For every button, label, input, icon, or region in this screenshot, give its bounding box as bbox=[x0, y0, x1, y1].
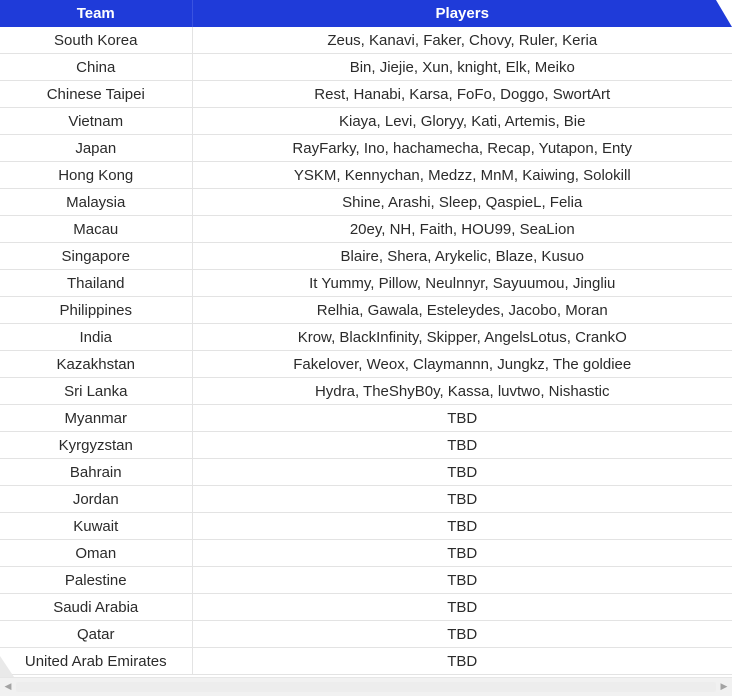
players-cell: It Yummy, Pillow, Neulnnyr, Sayuumou, Jingliu bbox=[192, 270, 732, 297]
header-corner-notch bbox=[716, 0, 732, 27]
players-cell: TBD bbox=[192, 540, 732, 567]
players-cell: Hydra, TheShyB0y, Kassa, luvtwo, Nishastic bbox=[192, 378, 732, 405]
team-cell: Qatar bbox=[0, 621, 192, 648]
table-row bbox=[0, 378, 732, 405]
table-row bbox=[0, 594, 732, 621]
players-cell: Relhia, Gawala, Esteleydes, Jacobo, Moran bbox=[192, 297, 732, 324]
page-corner-fold bbox=[0, 656, 14, 677]
players-cell: TBD bbox=[192, 486, 732, 513]
table-row bbox=[0, 513, 732, 540]
players-cell: Fakelover, Weox, Claymannn, Jungkz, The goldiee bbox=[192, 351, 732, 378]
table-row bbox=[0, 27, 732, 54]
team-cell: Bahrain bbox=[0, 459, 192, 486]
table-row bbox=[0, 297, 732, 324]
scrollbar-thumb[interactable] bbox=[16, 682, 716, 692]
players-cell: TBD bbox=[192, 513, 732, 540]
players-cell: Shine, Arashi, Sleep, QaspieL, Felia bbox=[192, 189, 732, 216]
players-cell: Bin, Jiejie, Xun, knight, Elk, Meiko bbox=[192, 54, 732, 81]
chevron-left-icon[interactable]: ◀ bbox=[4, 682, 12, 692]
players-cell: Zeus, Kanavi, Faker, Chovy, Ruler, Keria bbox=[192, 27, 732, 54]
team-cell: Kyrgyzstan bbox=[0, 432, 192, 459]
players-cell: TBD bbox=[192, 594, 732, 621]
team-cell: Kazakhstan bbox=[0, 351, 192, 378]
team-cell: Chinese Taipei bbox=[0, 81, 192, 108]
players-cell: RayFarky, Ino, hachamecha, Recap, Yutapon, Enty bbox=[192, 135, 732, 162]
table-row bbox=[0, 486, 732, 513]
table-row bbox=[0, 459, 732, 486]
players-cell: Blaire, Shera, Arykelic, Blaze, Kusuo bbox=[192, 243, 732, 270]
team-cell: Palestine bbox=[0, 567, 192, 594]
table-row bbox=[0, 54, 732, 81]
table-row bbox=[0, 189, 732, 216]
team-cell: Myanmar bbox=[0, 405, 192, 432]
table-row bbox=[0, 405, 732, 432]
team-cell: Thailand bbox=[0, 270, 192, 297]
team-cell: Oman bbox=[0, 540, 192, 567]
table-header-row bbox=[0, 0, 732, 27]
players-cell: TBD bbox=[192, 567, 732, 594]
table-row bbox=[0, 135, 732, 162]
team-cell: Hong Kong bbox=[0, 162, 192, 189]
players-cell: Kiaya, Levi, Gloryy, Kati, Artemis, Bie bbox=[192, 108, 732, 135]
horizontal-scrollbar[interactable] bbox=[0, 677, 732, 696]
players-cell: TBD bbox=[192, 432, 732, 459]
players-cell: TBD bbox=[192, 459, 732, 486]
players-cell: Rest, Hanabi, Karsa, FoFo, Doggo, SwortArt bbox=[192, 81, 732, 108]
players-cell: 20ey, NH, Faith, HOU99, SeaLion bbox=[192, 216, 732, 243]
table-row bbox=[0, 216, 732, 243]
table-row bbox=[0, 324, 732, 351]
team-cell: Vietnam bbox=[0, 108, 192, 135]
team-cell: China bbox=[0, 54, 192, 81]
team-cell: Kuwait bbox=[0, 513, 192, 540]
table-row bbox=[0, 81, 732, 108]
column-header-players: Players bbox=[192, 0, 732, 27]
table-row bbox=[0, 108, 732, 135]
table-row bbox=[0, 243, 732, 270]
team-cell: Philippines bbox=[0, 297, 192, 324]
team-cell: Jordan bbox=[0, 486, 192, 513]
table-row bbox=[0, 351, 732, 378]
team-cell: Saudi Arabia bbox=[0, 594, 192, 621]
team-cell: Singapore bbox=[0, 243, 192, 270]
team-cell: Macau bbox=[0, 216, 192, 243]
team-cell: United Arab Emirates bbox=[0, 648, 192, 675]
team-cell: South Korea bbox=[0, 27, 192, 54]
players-cell: YSKM, Kennychan, Medzz, MnM, Kaiwing, Solokill bbox=[192, 162, 732, 189]
table-row bbox=[0, 432, 732, 459]
table-row bbox=[0, 567, 732, 594]
table-row bbox=[0, 648, 732, 675]
team-cell: Malaysia bbox=[0, 189, 192, 216]
table-row bbox=[0, 162, 732, 189]
players-cell: TBD bbox=[192, 648, 732, 675]
team-cell: Japan bbox=[0, 135, 192, 162]
table-row bbox=[0, 270, 732, 297]
table-row bbox=[0, 540, 732, 567]
players-cell: TBD bbox=[192, 405, 732, 432]
chevron-right-icon[interactable]: ▶ bbox=[720, 682, 728, 692]
team-cell: India bbox=[0, 324, 192, 351]
players-cell: TBD bbox=[192, 621, 732, 648]
players-cell: Krow, BlackInfinity, Skipper, AngelsLotus, CrankO bbox=[192, 324, 732, 351]
column-header-team: Team bbox=[0, 0, 192, 27]
table-row bbox=[0, 621, 732, 648]
team-cell: Sri Lanka bbox=[0, 378, 192, 405]
